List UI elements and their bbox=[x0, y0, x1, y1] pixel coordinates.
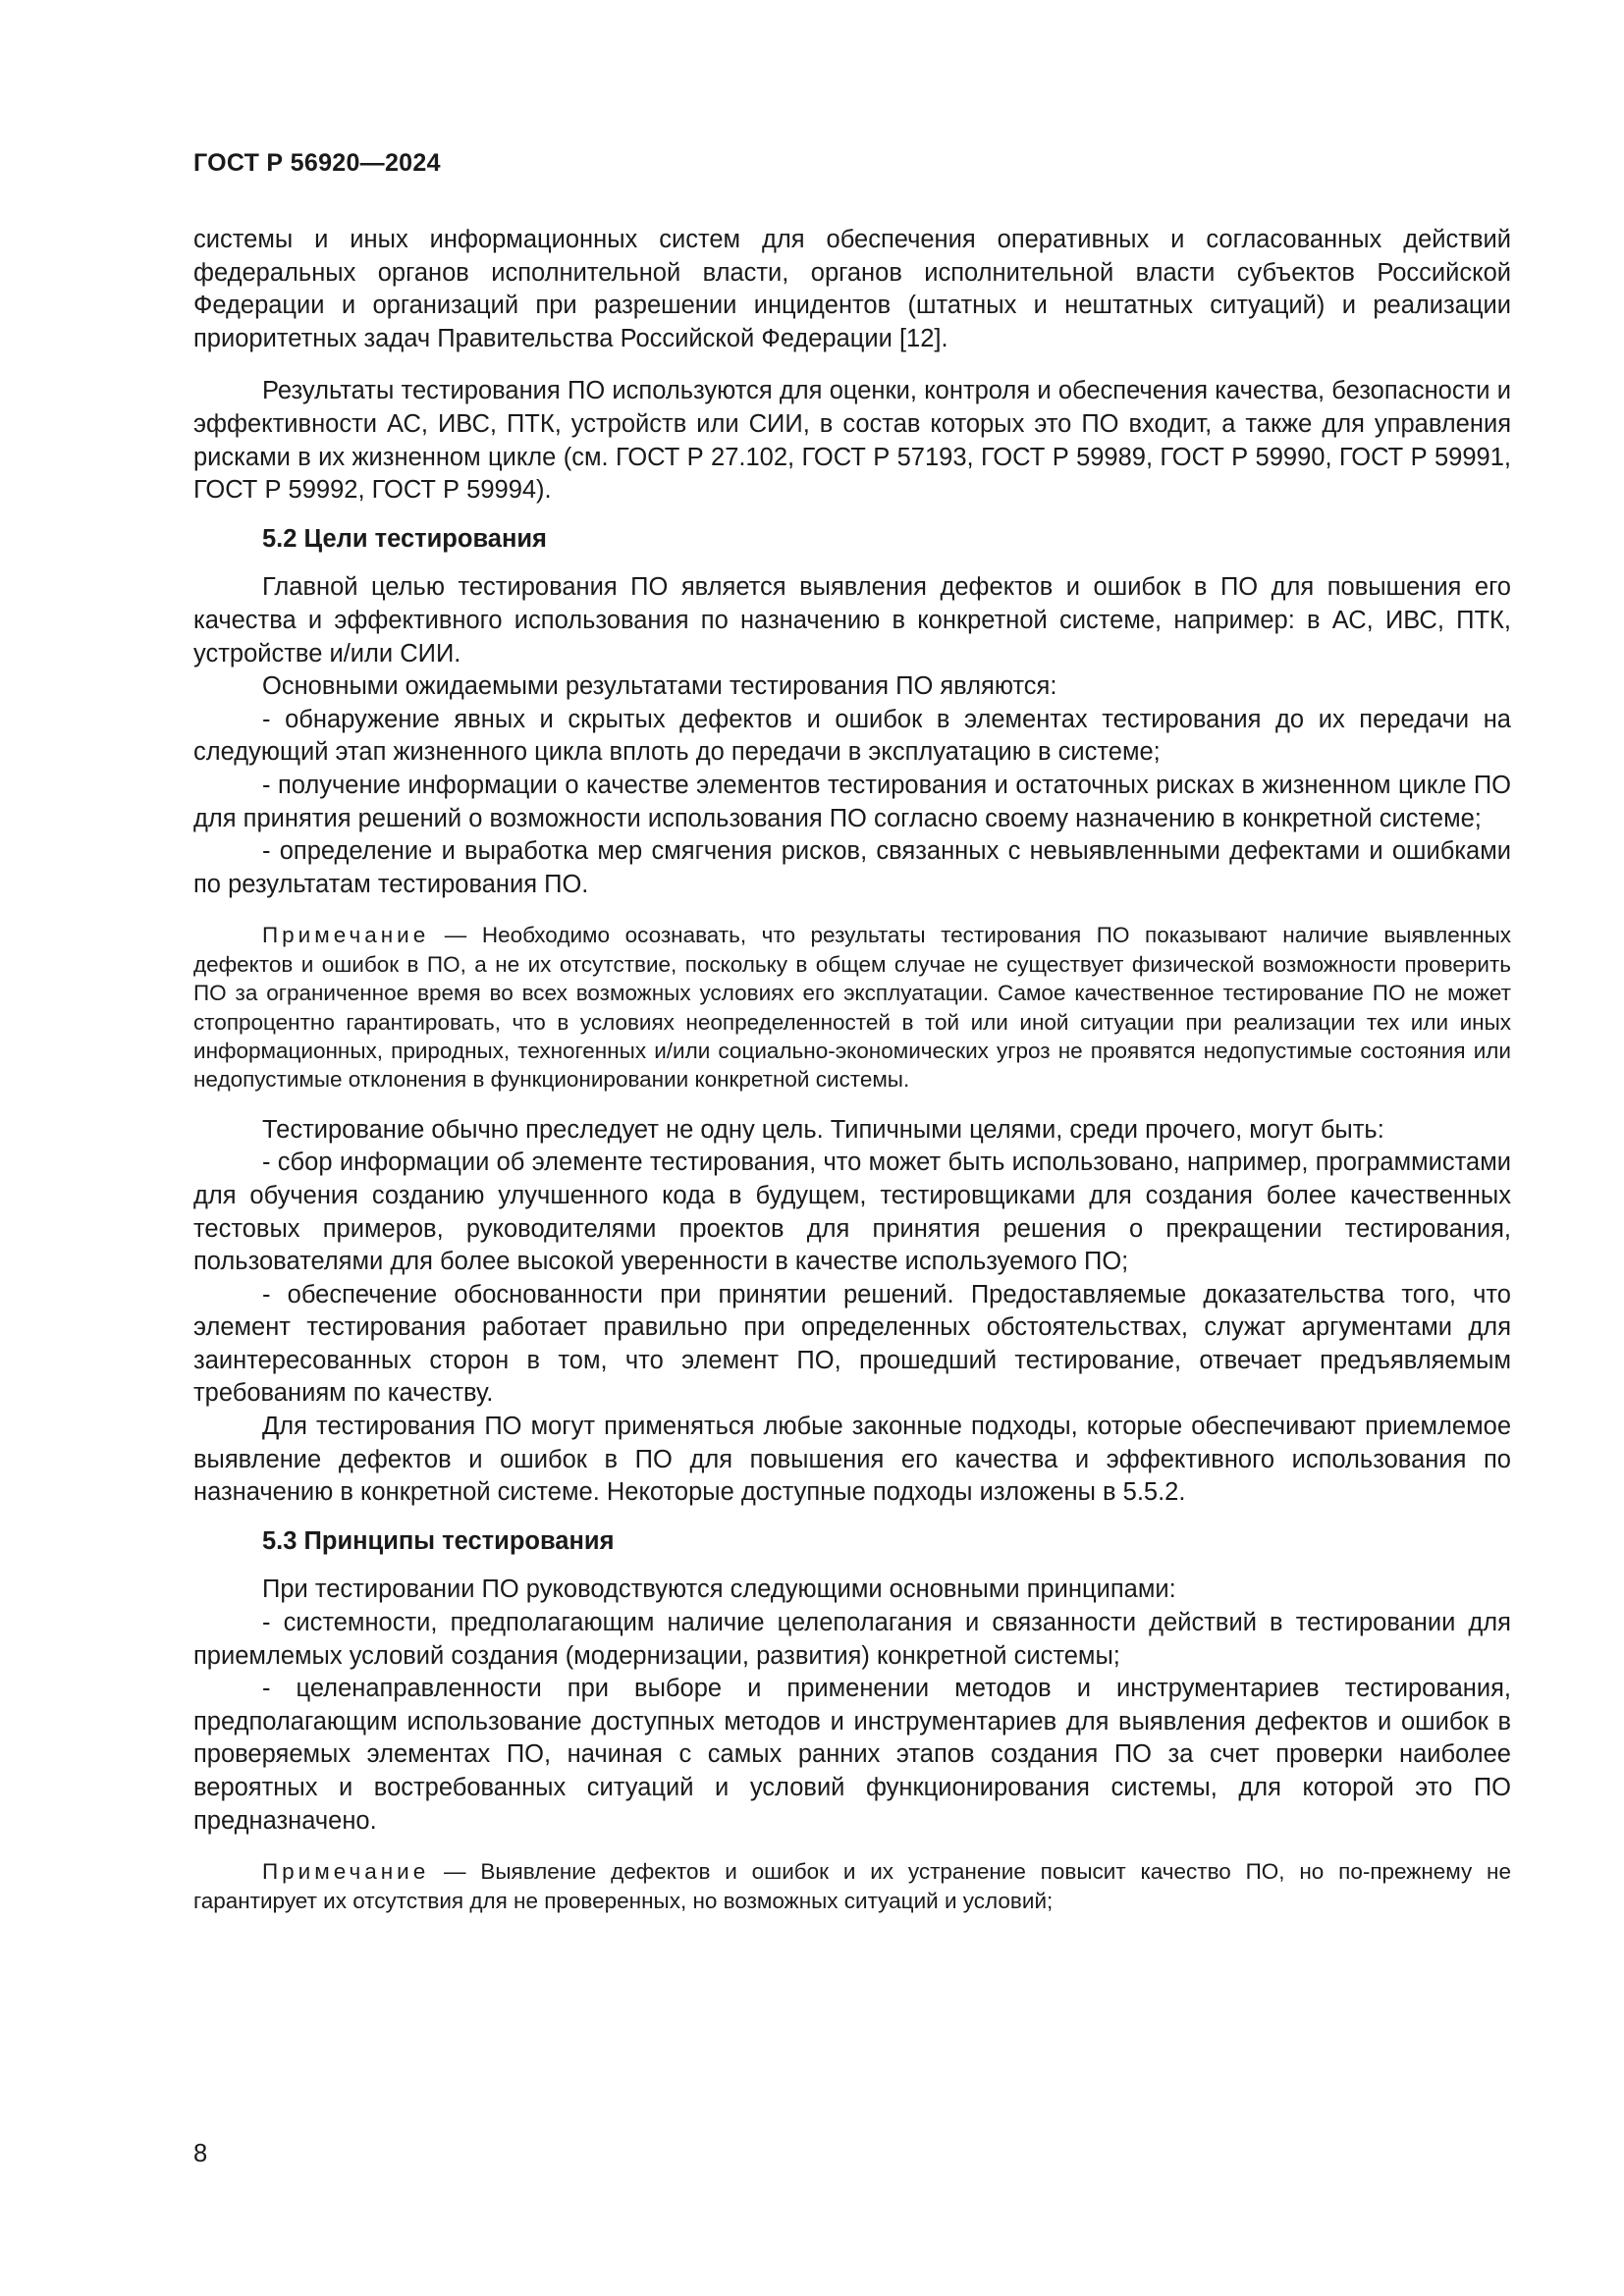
note-text: — Выявление дефектов и ошибок и их устранение повысит качество ПО, но по-прежнему не гарантирует их отсутствия для не проверенных, но возможных ситуаций и условий; bbox=[193, 1859, 1511, 1913]
paragraph-approaches: Для тестирования ПО могут применяться любые законные подходы, которые обеспечивают приемлемое выявление дефектов и ошибок в ПО для повышения его качества и эффективного использования по назначению в конкретной системе. Некоторые доступные подходы изложены в 5.5.2. bbox=[193, 1413, 1511, 1507]
note-label: Примечание bbox=[262, 1859, 430, 1885]
document-body bbox=[193, 224, 1511, 1915]
list-item: - определение и выработка мер смягчения рисков, связанных с невыявленными дефектами и ошибками по результатам тестирования ПО. bbox=[193, 837, 1511, 898]
paragraph-principles-intro: При тестировании ПО руководствуются следующими основными принципами: bbox=[262, 1575, 1176, 1604]
list-item: - системности, предполагающим наличие целеполагания и связанности действий в тестировании для приемлемых условий создания (модернизации, развития) конкретной системы; bbox=[193, 1609, 1511, 1670]
paragraph-results: Результаты тестирования ПО используются для оценки, контроля и обеспечения качества, безопасности и эффективности АС, ИВС, ПТК, устройств или СИИ, в состав которых это ПО входит, а также для управления рисками в их жизненном цикле (см. ГОСТ Р 27.102, ГОСТ Р 57193, ГОСТ Р 59989, ГОСТ Р 59990, ГОСТ Р 59991, ГОСТ Р 59992, ГОСТ Р 59994). bbox=[193, 377, 1511, 505]
list-item: - обнаружение явных и скрытых дефектов и ошибок в элементах тестирования до их передачи на следующий этап жизненного цикла вплоть до передачи в эксплуатацию в системе; bbox=[193, 705, 1511, 767]
note-text: — Необходимо осознавать, что результаты тестирования ПО показывают наличие выявленных дефектов и ошибок в ПО, а не их отсутствие, поскольку в общем случае не существует физической возможности проверить ПО за ограниченное время во всех возможных условиях его эксплуатации. Самое качественное тестирование ПО не может стопроцентно гарантировать, что в условиях неопределенностей в той или иной ситуации при реализации тех или иных информационных, природных, техногенных и/или социально-экономических угроз не проявятся недопустимые состояния или недопустимые отклонения в функционировании конкретной системы. bbox=[193, 923, 1511, 1093]
list-item: - сбор информации об элементе тестирования, что может быть использовано, например, программистами для обучения созданию улучшенного кода в будущем, тестировщиками для создания более качественных тестовых примеров, руководителями проектов для принятия решения о прекращении тестирования, пользователями для более высокой уверенности в качестве используемого ПО; bbox=[193, 1148, 1511, 1276]
note-5-3 bbox=[193, 1857, 1511, 1915]
list-item: - обеспечение обоснованности при принятии решений. Предоставляемые доказательства того, что элемент тестирования работает правильно при определенных обстоятельствах, служат аргументами для заинтересованных сторон в том, что элемент ПО, прошедший тестирование, отвечает предъявляемым требованиям по качеству. bbox=[193, 1280, 1511, 1408]
list-item: - получение информации о качестве элементов тестирования и остаточных рисках в жизненном цикле ПО для принятия решений о возможности использования ПО согласно своему назначению в конкретной системе; bbox=[193, 771, 1511, 832]
paragraph-goals: Тестирование обычно преследует не одну цель. Типичными целями, среди прочего, могут быть: bbox=[262, 1115, 1384, 1144]
document-code-header: ГОСТ Р 56920—2024 bbox=[193, 149, 441, 177]
paragraph-expected-results: Основными ожидаемыми результатами тестирования ПО являются: bbox=[262, 672, 1057, 701]
note-label: Примечание bbox=[262, 923, 430, 948]
note-5-2 bbox=[193, 921, 1511, 1094]
paragraph-main-goal: Главной целью тестирования ПО является выявления дефектов и ошибок в ПО для повышения его качества и эффективного использования по назначению в конкретной системе, например: в АС, ИВС, ПТК, устройстве и/или СИИ. bbox=[193, 573, 1511, 667]
page-number: 8 bbox=[193, 2140, 208, 2167]
paragraph-continued: системы и иных информационных систем для обеспечения оперативных и согласованных действий федеральных органов исполнительной власти, органов исполнительной власти субъектов Российской Федерации и организаций при разрешении инцидентов (штатных и нештатных ситуаций) и реализации приоритетных задач Правительства Российской Федерации [12]. bbox=[193, 226, 1511, 352]
list-item: - целенаправленности при выборе и применении методов и инструментариев тестирования, предполагающим использование доступных методов и инструментариев для выявления дефектов и ошибок в проверяемых элементах ПО, начиная с самых ранних этапов создания ПО за счет проверки наиболее вероятных и востребованных ситуаций и условий функционирования системы, для которой это ПО предназначено. bbox=[193, 1675, 1511, 1835]
section-heading-5-3: 5.3 Принципы тестирования bbox=[262, 1526, 615, 1555]
section-heading-5-2: 5.2 Цели тестирования bbox=[262, 524, 547, 553]
